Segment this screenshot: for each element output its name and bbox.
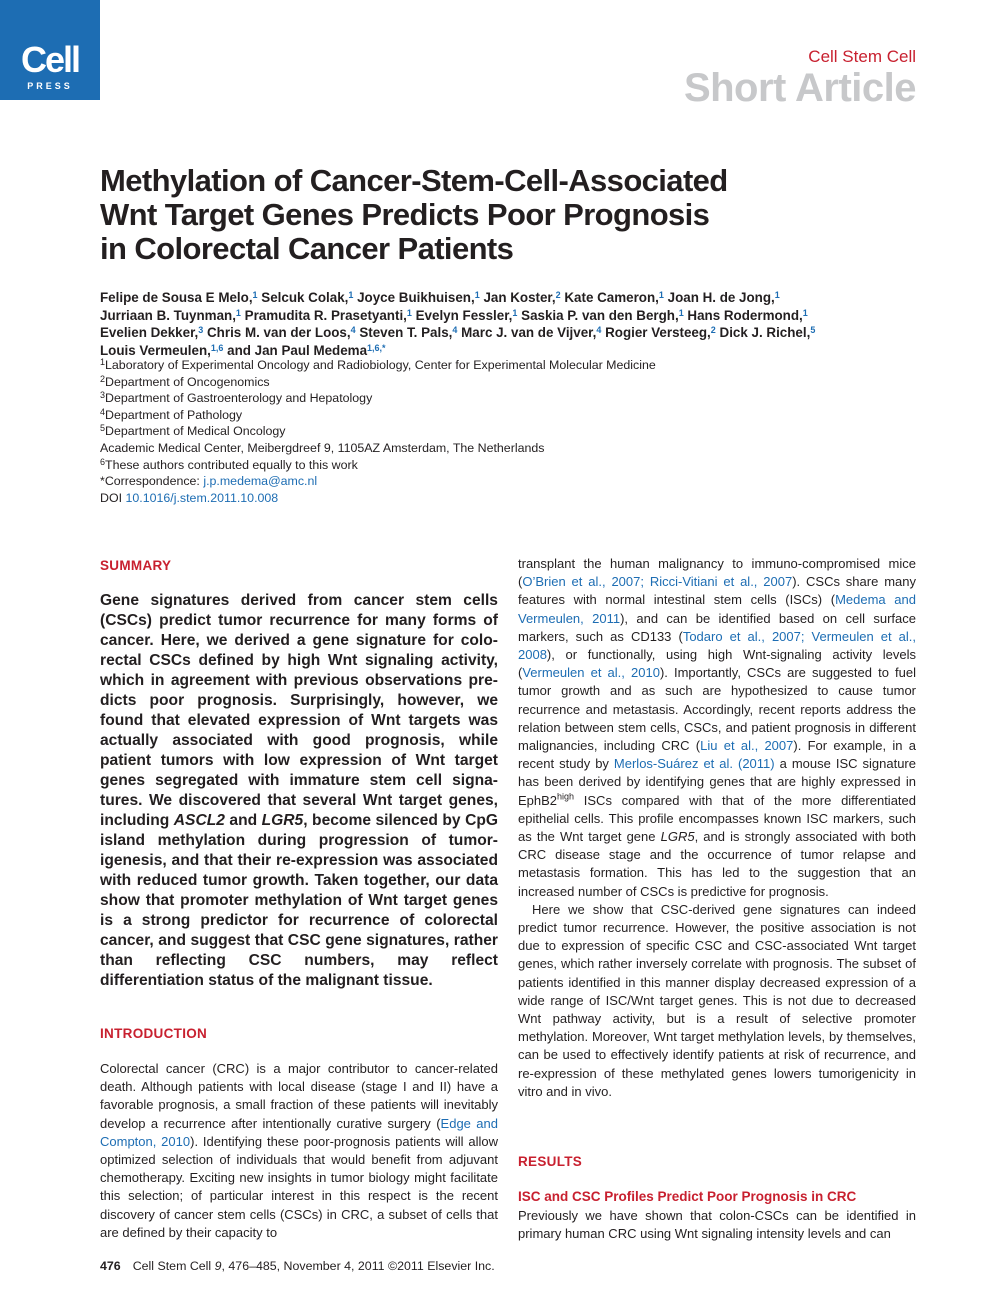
journal-name: Cell Stem Cell xyxy=(808,47,916,66)
gene-name: LGR5 xyxy=(660,829,695,845)
author-affil: 1 xyxy=(348,289,354,300)
affil-number: 3 xyxy=(100,390,106,401)
doi xyxy=(100,490,900,507)
text-part: ). CSCs share many features with normal intestinal stem cells (ISCs) ( xyxy=(518,574,916,608)
affil-number: 1 xyxy=(100,356,106,367)
author: Jurriaan B. Tuynman, xyxy=(100,307,236,323)
affil-number: 6 xyxy=(100,456,106,467)
summary-part: Gene signatures derived from cancer stem cells (CSCs) predict tumor recurrence for many forms of cancer. Here, we derived a gene signature for colorectal CSCs defined by high Wnt signaling activity, which in agreement with previous observations predicts poor prognosis. Surprisingly, however, we found that elevated expression of Wnt targets was actually associated with good prognosis, while patient tumors with low expression of Wnt target genes segregated with immature stem cell signatures. We discovered that several Wnt target genes, including xyxy=(100,592,498,829)
affil-number: 4 xyxy=(100,406,106,417)
author: Pramudita R. Prasetyanti, xyxy=(240,307,407,323)
author-affil: 5 xyxy=(810,324,816,335)
intro-part: Colorectal cancer (CRC) is a major contributor to cancer-related death. Although patients with local disease (stage I and II) have a favorable prognosis, a small fraction of these patients will inevitably develop a recurrence after intentionally curative surgery ( xyxy=(100,1061,498,1131)
footer-citation: , 476–485, November 4, 2011 ©2011 Elsevier Inc. xyxy=(221,1259,495,1273)
page-number: 476 xyxy=(100,1259,121,1273)
gene-name: ASCL2 xyxy=(173,812,225,829)
reference-link[interactable]: Vermeulen et al., 2010 xyxy=(522,665,660,681)
author: Marc J. van de Vijver, xyxy=(457,325,597,340)
text-part: ), or functionally, using high Wnt-signaling activity levels ( xyxy=(518,647,916,681)
author-affil: 1 xyxy=(235,307,241,318)
reference-link[interactable]: Todaro et al., 2007; Vermeulen et al., 2008 xyxy=(518,628,916,663)
author-affil: 4 xyxy=(452,324,458,335)
affil-text: Department of Pathology xyxy=(105,407,243,422)
correspondence-email-link[interactable]: j.p.medema@amc.nl xyxy=(203,474,318,489)
affiliation xyxy=(100,390,900,407)
author: Kate Cameron, xyxy=(560,290,659,305)
author-affil: 1 xyxy=(774,289,780,300)
author-affil: 4 xyxy=(596,324,602,335)
author: Jan Koster, xyxy=(479,290,556,305)
author-affil: 3 xyxy=(198,324,204,335)
paragraph: Here we show that CSC-derived gene signatures can indeed predict tumor recurrence. However, the positive association is not due to expression of specific CSC and CSC-associated Wnt target genes, which rather inversely correlate with prognosis. The subset of patients identified in this manner display decreased expression of a wide range of ISC/Wnt target genes. This is not due to decreased Wnt pathway activity, but is a result of selective promoter methylation. Moreover, Wnt target methylation levels, by themselves, can be used to effectively identify patients at risk of recurrence, and re-expression of these methylated genes lowers tumorigenicity in vitro and in vivo. xyxy=(518,901,916,1099)
results-heading: RESULTS xyxy=(518,1154,583,1169)
author-affil: 1 xyxy=(678,307,684,318)
summary-part: , become silenced by CpG island methylation during progression of tumorigenesis, and that their re-expression was associated with reduced tumor growth. Taken together, our data show that promoter methylation of Wnt target genes is a strong predictor for recurrence of colorectal cancer, and suggest that CSC gene signatures, rather than reflecting CSC numbers, may reflect differentiation status of the malignant tissue. xyxy=(100,812,498,989)
author: Felipe de Sousa E Melo, xyxy=(100,290,253,305)
intro-part: ). Identifying these poor-prognosis patients will allow optimized selection of individuals that would benefit from adjuvant chemotherapy. Exciting new insights in tumor biology might facilitate this selection; of particular interest in this respect is the recent discovery of cancer stem cells (CSCs) in CRC, a subset of cells that are defined by their capacity to xyxy=(100,1133,498,1240)
reference-link[interactable]: Liu et al., 2007 xyxy=(700,738,794,754)
affiliation xyxy=(100,357,900,374)
results-subheading: ISC and CSC Profiles Predict Poor Prognosis in CRC xyxy=(518,1189,857,1204)
author-affil: 1,6,* xyxy=(367,342,386,353)
summary-heading: SUMMARY xyxy=(100,558,172,573)
affiliation xyxy=(100,407,900,424)
author: Selcuk Colak, xyxy=(257,290,349,305)
author: and Jan Paul Medema xyxy=(223,342,368,358)
cell-press-logo xyxy=(0,0,100,100)
doi-link[interactable]: 10.1016/j.stem.2011.10.008 xyxy=(125,490,279,505)
text-part: ), and can be identified based on cell surface markers, such as CD133 ( xyxy=(518,610,916,644)
footer-journal: Cell Stem Cell xyxy=(132,1259,215,1273)
article-title xyxy=(100,164,820,266)
author: Dick J. Richel, xyxy=(715,325,811,340)
doi-label: DOI xyxy=(100,490,126,505)
institution-address: Academic Medical Center, Meibergdreef 9, 1105AZ Amsterdam, The Netherlands xyxy=(100,440,545,455)
reference-link[interactable]: Medema and Vermeulen, 2011 xyxy=(518,592,916,626)
author-affil: 2 xyxy=(555,289,561,300)
affiliation xyxy=(100,374,900,391)
author-affil: 1 xyxy=(658,289,664,300)
reference-link[interactable]: O’Brien et al., 2007; Ricci-Vitiani et al., 2007 xyxy=(522,574,793,590)
affiliations xyxy=(100,357,900,506)
author: Joyce Buikhuisen, xyxy=(353,290,475,305)
page-footer xyxy=(100,1259,495,1273)
title-line-3: in Colorectal Cancer Patients xyxy=(100,231,514,266)
affil-text: Department of Gastroenterology and Hepatology xyxy=(105,391,373,406)
author-affil: 1 xyxy=(252,289,258,300)
correspondence xyxy=(100,473,900,490)
text-part: , and is strongly associated with both CRC disease stage and the occurrence of tumor relapse and metastasis formation. This has led to the suggestion that an increased number of CSCs is predictive for prognosis. xyxy=(518,829,916,899)
title-line-2: Wnt Target Genes Predicts Poor Prognosis xyxy=(100,197,710,232)
author-affil: 1,6 xyxy=(210,342,224,353)
right-column-text xyxy=(518,555,916,1101)
author-affil: 1 xyxy=(802,307,808,318)
affiliation xyxy=(100,457,900,474)
author-affil: 1 xyxy=(512,307,518,318)
introduction-heading: INTRODUCTION xyxy=(100,1026,208,1041)
affiliation xyxy=(100,423,900,440)
superscript: high xyxy=(557,791,575,802)
logo-press: PRESS xyxy=(27,81,73,91)
text-part: transplant the human malignancy to immuno-compromised mice ( xyxy=(518,556,916,590)
affil-text: Department of Oncogenomics xyxy=(105,374,270,389)
author-affil: 2 xyxy=(710,324,716,335)
author-affil: 1 xyxy=(406,307,412,318)
affil-text: Laboratory of Experimental Oncology and Radiobiology, Center for Experimental Molecular Medicine xyxy=(105,358,656,372)
text-part: ). Importantly, CSCs are suggested to fuel tumor growth and as such are hypothesized to cause tumor recurrence and metastasis. Accordingly, recent reports address the relation between stem cells, CSCs, and patient prognosis in different malignancies, including CRC ( xyxy=(518,665,917,754)
author: Hans Rodermond, xyxy=(683,307,803,323)
affil-text: These authors contributed equally to this work xyxy=(105,457,358,472)
author: Joan H. de Jong, xyxy=(663,290,775,305)
footer-volume: 9 xyxy=(214,1259,222,1273)
logo-word: Cell xyxy=(20,39,80,80)
summary-part: and xyxy=(224,812,262,829)
reference-link[interactable]: Merlos-Suárez et al. (2011) xyxy=(613,756,775,772)
summary-text xyxy=(100,591,498,991)
author: Evelyn Fessler, xyxy=(411,307,513,323)
correspondence-label: *Correspondence: xyxy=(100,474,204,489)
article-type: Short Article xyxy=(683,66,916,110)
affil-number: 5 xyxy=(100,423,106,434)
author: Chris M. van der Loos, xyxy=(203,325,351,340)
affil-number: 2 xyxy=(100,373,106,384)
results-text: Previously we have shown that colon-CSCs can be identified in primary human CRC using Wnt signaling intensity levels and can xyxy=(518,1208,916,1242)
author: Rogier Versteeg, xyxy=(601,325,711,340)
text-part: ). For example, in a recent study by xyxy=(518,738,916,772)
reference-link[interactable]: Edge and Compton, 2010 xyxy=(100,1115,498,1149)
author: Steven T. Pals, xyxy=(355,325,453,340)
author: Saskia P. van den Bergh, xyxy=(517,307,679,323)
text-part: ISCs compared with that of the more differentiated epithelial cells. This profile encompasses known ISC markers, such as the Wnt target gene xyxy=(518,792,916,845)
paragraph xyxy=(518,555,916,901)
title-line-1: Methylation of Cancer-Stem-Cell-Associated xyxy=(100,163,728,198)
author: Louis Vermeulen, xyxy=(100,342,211,358)
affil-text: Department of Medical Oncology xyxy=(105,424,286,439)
text-part: a mouse ISC signature has been derived by identifying genes that are highly expressed in EphB2 xyxy=(518,756,916,808)
author: Evelien Dekker, xyxy=(100,325,199,340)
author-affil: 4 xyxy=(350,324,356,335)
author-list xyxy=(100,289,900,359)
author-affil: 1 xyxy=(474,289,480,300)
introduction-text xyxy=(100,1060,498,1242)
gene-name: LGR5 xyxy=(261,812,304,829)
